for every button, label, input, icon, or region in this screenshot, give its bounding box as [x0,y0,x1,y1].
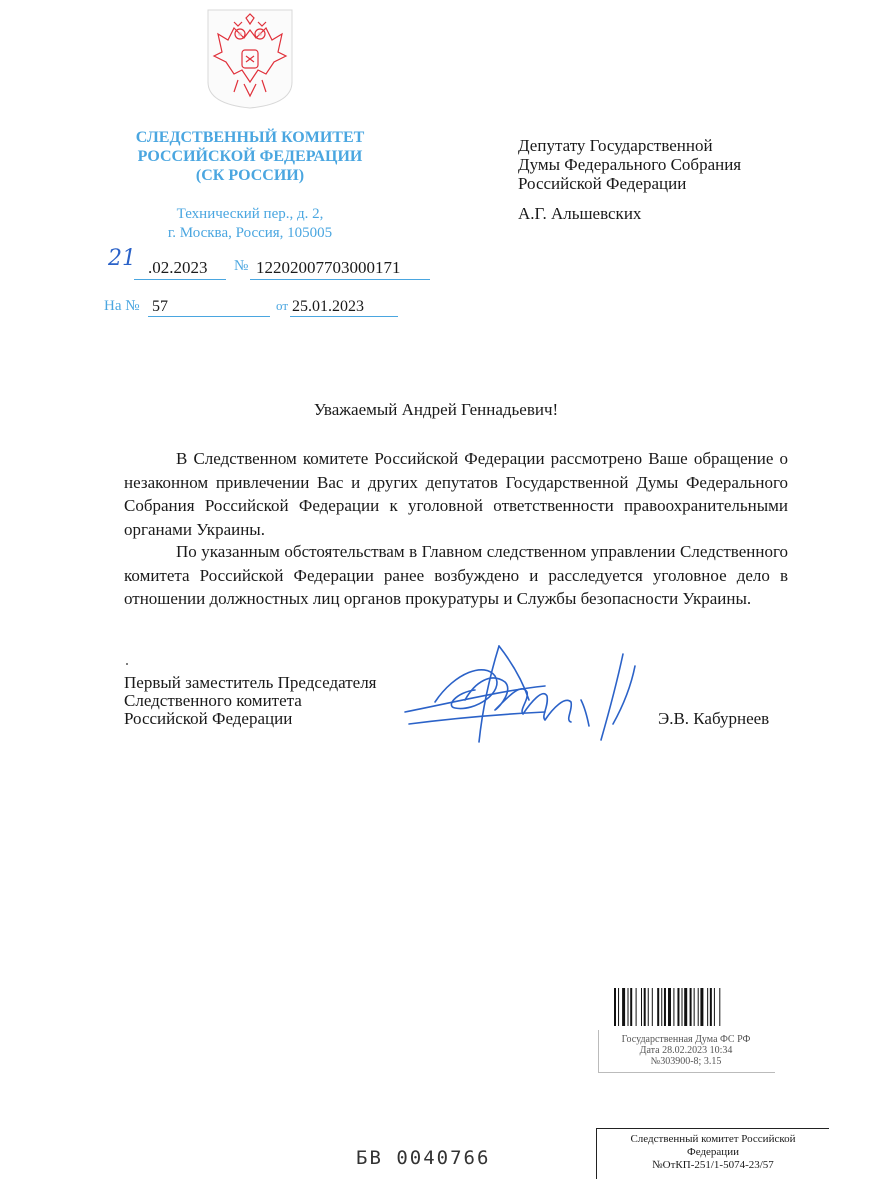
sender-address-line: г. Москва, Россия, 105005 [167,225,333,241]
sender-org-line: (СК РОССИИ) [195,167,305,184]
registration-line: Следственный комитет Российской [630,1133,796,1145]
addressee-line: Депутату Государственной [518,136,713,155]
sender-org-line: РОССИЙСКОЙ ФЕДЕРАЦИИ [137,148,363,165]
barcode-bar [630,988,632,1026]
number-underline [250,279,430,280]
barcode-bar [690,988,692,1026]
coat-of-arms-emblem-icon [204,8,296,110]
barcode-bar [628,988,629,1026]
barcode-bar [700,988,703,1026]
stray-dot [126,663,128,665]
barcode-bar [698,988,699,1026]
outgoing-number-label: № [234,258,249,274]
reference-from-label: от [276,298,289,313]
barcode-bar [673,988,674,1026]
body-paragraph: По указанным обстоятельствам в Главном следственном управлении Следственного комитета Российской Федерации ранее возбуждено и расследуется уголовное дело в отношении должностных лиц органов прокуратуры и Службы безопасности Украины. [124,542,788,608]
sender-address [120,205,380,243]
sender-org-line: СЛЕДСТВЕННЫЙ КОМИТЕТ [135,129,365,146]
stamp-line: Государственная Дума ФС РФ [621,1034,751,1045]
addressee-line: Думы Федерального Собрания [518,155,742,174]
barcode-bar [707,988,708,1026]
barcode-bar [657,988,659,1026]
stamp-text [598,1034,774,1067]
addressee-title [518,136,741,193]
registration-line: Федерации [687,1146,739,1158]
reference-label: На № [104,298,140,314]
stamp-line: Дата 28.02.2023 10:34 [639,1045,733,1056]
outgoing-date-number-row [104,246,444,282]
reference-number: 57 [152,298,168,315]
handwritten-signature [395,642,667,752]
reference-number-underline [148,316,270,317]
barcode-bar [652,988,653,1026]
barcode-bar [719,988,720,1026]
barcode-bar [618,988,619,1026]
signer-position-line: Следственного комитета [124,691,302,710]
barcode-bar [664,988,666,1026]
barcode-bar [710,988,712,1026]
barcode-bar [644,988,646,1026]
barcode-bar [682,988,683,1026]
barcode-bar [622,988,625,1026]
stamp-line: №303900-8; 3.15 [650,1056,722,1067]
addressee-line: Российской Федерации [518,174,687,193]
date-underline [134,279,226,280]
receipt-stamp [598,986,774,1076]
outgoing-date: .02.2023 [148,258,208,277]
barcode-bar [661,988,662,1026]
barcode-bar [648,988,649,1026]
barcode-bar [684,988,687,1026]
reference-date-underline [290,316,398,317]
signer-position-line: Российской Федерации [124,709,293,728]
barcode-bar [694,988,695,1026]
body-paragraph: В Следственном комитете Российской Федерации рассмотрено Ваше обращение о незаконном привлечении Вас и других депутатов Государственной Думы Федерального Собрания Российской Федерации к уголовной ответственности правоохранительными органами Украины. [124,449,788,539]
outgoing-number: 12202007703000171 [256,258,401,277]
sender-organization [100,128,400,185]
handwritten-day: 21 [108,246,136,271]
sender-address-line: Технический пер., д. 2, [176,206,324,222]
barcode-bar [668,988,671,1026]
barcode-bar [677,988,679,1026]
barcode-bar [614,988,616,1026]
salutation: Уважаемый Андрей Геннадьевич! [313,400,559,419]
barcode-bar [636,988,637,1026]
reference-row [104,296,424,320]
registration-line: №ОтКП-251/1-5074-23/57 [652,1159,774,1171]
letterhead-serial: БВ 0040766 [356,1147,491,1169]
barcode-icon [614,988,766,1026]
registration-box [596,1128,829,1179]
signer-position [124,674,377,728]
barcode-bar [641,988,642,1026]
signer-name: Э.В. Кабурнеев [658,709,770,728]
signer-position-line: Первый заместитель Председателя [124,673,377,692]
addressee-name: А.Г. Альшевских [518,204,642,223]
reference-date: 25.01.2023 [292,298,364,315]
barcode-bar [714,988,715,1026]
